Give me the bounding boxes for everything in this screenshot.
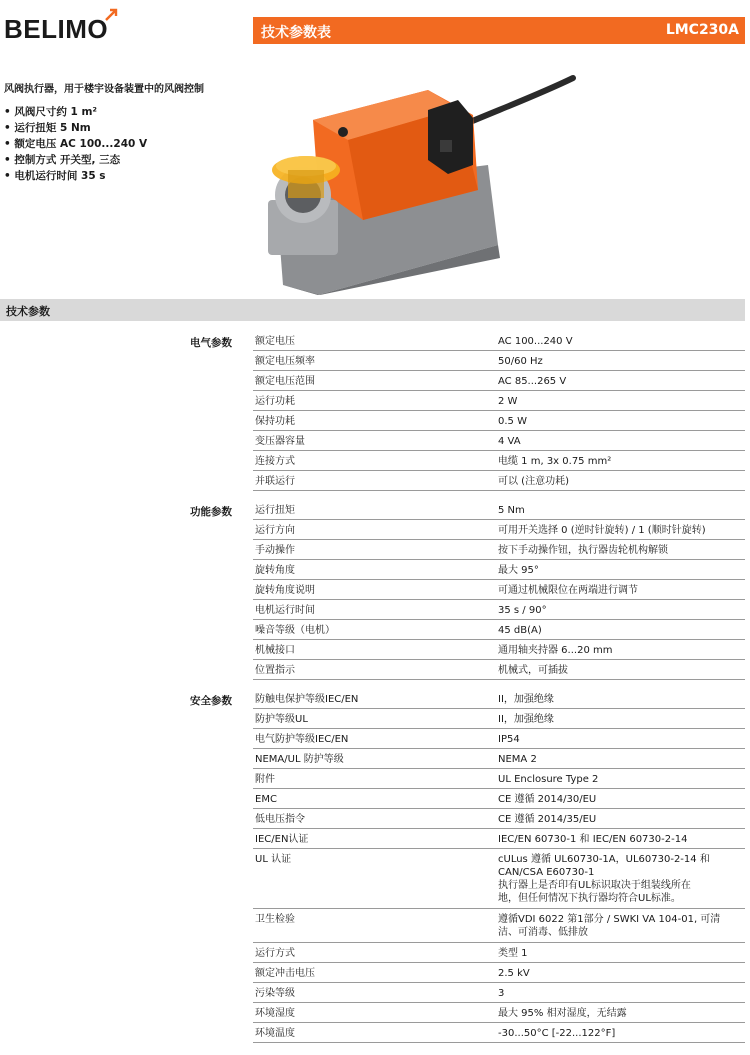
parameter-value-line: 5 Nm [498,505,525,516]
table-row [253,351,745,371]
table-row [253,849,745,909]
parameter-value-line: 执行器上是否印有UL标识取决于组装线所在 [498,880,691,891]
table-row [253,1023,745,1043]
parameter-value-line: -30...50°C [-22...122°F] [498,1028,616,1039]
parameter-name: 卫生检验 [255,914,295,925]
parameter-value [498,411,745,430]
parameter-name: 额定电压范围 [255,376,315,387]
parameter-value-line: 4 VA [498,436,521,447]
parameter-table [0,331,745,1052]
table-row [253,500,745,520]
parameter-value [498,769,745,788]
parameter-value [498,963,745,982]
table-row [253,983,745,1003]
parameter-name: NEMA/UL 防护等级 [255,754,344,765]
feature-item: • 电机运行时间 35 s [4,168,147,184]
parameter-name: 手动操作 [255,545,295,556]
logo-arrows-icon [104,8,118,22]
parameter-name: 运行功耗 [255,396,295,407]
parameter-value-line: CE 遵循 2014/35/EU [498,814,597,825]
parameter-value [498,640,745,659]
parameter-value-line: 电缆 1 m, 3x 0.75 mm² [498,456,612,467]
belimo-logo [4,14,108,54]
header-bar [253,17,745,44]
parameter-name: 额定电压频率 [255,356,315,367]
parameter-name: 保持功耗 [255,416,295,427]
parameter-value [498,500,745,519]
parameter-value-line: 地，但任何情况下执行器均符合UL标准。 [498,893,681,904]
model-number: LMC230A [665,22,739,38]
table-row [253,371,745,391]
parameter-value-line: CAN/CSA E60730-1 [498,867,595,878]
parameter-value-line: 类型 1 [498,948,528,959]
table-row [253,1003,745,1023]
parameter-value [498,983,745,1002]
table-row [253,431,745,451]
table-row [253,709,745,729]
parameter-name: 旋转角度 [255,565,295,576]
parameter-value-line: 通用轴夹持器 6...20 mm [498,645,613,656]
table-row [253,620,745,640]
parameter-value [498,789,745,808]
parameter-value-line: CE 遵循 2014/30/EU [498,794,597,805]
table-row [253,963,745,983]
parameter-name: 运行方向 [255,525,295,536]
parameter-value-line: 3 [498,988,505,999]
parameter-group [0,689,745,1043]
parameter-value [498,829,745,848]
parameter-value [498,849,745,908]
parameter-value [498,371,745,390]
parameter-value-line: AC 100...240 V [498,336,573,347]
table-row [253,829,745,849]
parameter-value-line: 可用开关选择 0 (逆时针旋转) / 1 (顺时针旋转) [498,525,706,536]
parameter-value-line: 2 W [498,396,518,407]
parameter-value-line: 最大 95% 相对湿度，无结露 [498,1008,627,1019]
parameter-value-line: 50/60 Hz [498,356,543,367]
parameter-value-line: IP54 [498,734,520,745]
brand-name: BELIMO [4,14,109,44]
parameter-value-line: 可以 (注意功耗) [498,476,569,487]
parameter-value-line: UL Enclosure Type 2 [498,774,599,785]
table-row [253,411,745,431]
parameter-value [498,709,745,728]
parameter-name: IEC/EN认证 [255,834,309,845]
parameter-name: 电机运行时间 [255,605,315,616]
parameter-value [498,689,745,708]
parameter-value [498,351,745,370]
section-header [0,299,745,321]
feature-item: • 运行扭矩 5 Nm [4,120,147,136]
parameter-value-line: IEC/EN 60730-1 和 IEC/EN 60730-2-14 [498,834,688,845]
parameter-name: 位置指示 [255,665,295,676]
parameter-group [0,331,745,491]
group-label: 功能参数 [190,506,232,518]
parameter-value-line: cULus 遵循 UL60730-1A，UL60730-2-14 和 [498,854,710,865]
parameter-name: 运行方式 [255,948,295,959]
parameter-value [498,909,745,942]
table-row [253,809,745,829]
parameter-value-line: II，加强绝缘 [498,714,554,725]
parameter-name: 低电压指令 [255,814,305,825]
table-row [253,520,745,540]
table-row [253,331,745,351]
parameter-value [498,809,745,828]
parameter-value-line: 机械式，可插拔 [498,665,568,676]
table-row [253,660,745,680]
parameter-name: 环境温度 [255,1028,295,1039]
table-row [253,689,745,709]
parameter-name: 机械接口 [255,645,295,656]
parameter-value [498,331,745,350]
table-row [253,540,745,560]
parameter-value-line: 按下手动操作钮，执行器齿轮机构解锁 [498,545,668,556]
parameter-value [498,471,745,490]
table-row [253,943,745,963]
parameter-value [498,600,745,619]
product-subtitle: 风阀执行器，用于楼宇设备装置中的风阀控制 [4,84,204,95]
table-row [253,451,745,471]
parameter-name: 变压器容量 [255,436,305,447]
parameter-value-line: 2.5 kV [498,968,530,979]
parameter-value-line: 最大 95° [498,565,539,576]
parameter-group [0,500,745,680]
parameter-name: 环境湿度 [255,1008,295,1019]
parameter-name: 附件 [255,774,275,785]
parameter-value [498,749,745,768]
parameter-value [498,520,745,539]
parameter-value [498,660,745,679]
parameter-name: 并联运行 [255,476,295,487]
feature-item: • 额定电压 AC 100...240 V [4,136,147,152]
parameter-value [498,729,745,748]
parameter-value-line: II，加强绝缘 [498,694,554,705]
parameter-value [498,1003,745,1022]
table-row [253,580,745,600]
parameter-value [498,620,745,639]
table-row [253,909,745,943]
parameter-name: 防护等级UL [255,714,308,725]
parameter-value-line: 遵循VDI 6022 第1部分 / SWKI VA 104-01, 可清 [498,914,721,925]
parameter-name: 连接方式 [255,456,295,467]
table-row [253,471,745,491]
parameter-name: EMC [255,794,277,805]
parameter-value-line: 45 dB(A) [498,625,542,636]
parameter-value [498,540,745,559]
feature-list [4,104,147,184]
table-row [253,769,745,789]
table-row [253,560,745,580]
actuator-product-image [258,70,578,295]
group-label: 安全参数 [190,695,232,707]
parameter-value-line: 可通过机械限位在两端进行调节 [498,585,638,596]
parameter-name: 运行扭矩 [255,505,295,516]
parameter-name: 额定电压 [255,336,295,347]
section-title: 技术参数 [6,305,50,318]
parameter-value-line: 0.5 W [498,416,527,427]
parameter-name: 电气防护等级IEC/EN [255,734,349,745]
table-row [253,789,745,809]
parameter-value-line: AC 85...265 V [498,376,567,387]
parameter-name: 污染等级 [255,988,295,999]
parameter-name: 防触电保护等级IEC/EN [255,694,359,705]
group-label: 电气参数 [190,337,232,349]
parameter-value [498,451,745,470]
parameter-value [498,560,745,579]
table-row [253,600,745,620]
table-row [253,749,745,769]
parameter-name: 噪音等级（电机） [255,625,335,636]
parameter-value [498,580,745,599]
parameter-name: 旋转角度说明 [255,585,315,596]
feature-item: • 风阀尺寸约 1 m² [4,104,147,120]
table-row [253,640,745,660]
table-row [253,391,745,411]
parameter-value-line: NEMA 2 [498,754,537,765]
parameter-name: 额定冲击电压 [255,968,315,979]
parameter-value-line: 洁、可消毒、低排放 [498,927,588,938]
parameter-value [498,943,745,962]
document-title: 技术参数表 [261,25,331,41]
parameter-value-line: 35 s / 90° [498,605,547,616]
parameter-value [498,431,745,450]
parameter-name: UL 认证 [255,854,292,865]
parameter-value [498,1023,745,1042]
table-row [253,729,745,749]
parameter-value [498,391,745,410]
feature-item: • 控制方式 开关型, 三态 [4,152,147,168]
